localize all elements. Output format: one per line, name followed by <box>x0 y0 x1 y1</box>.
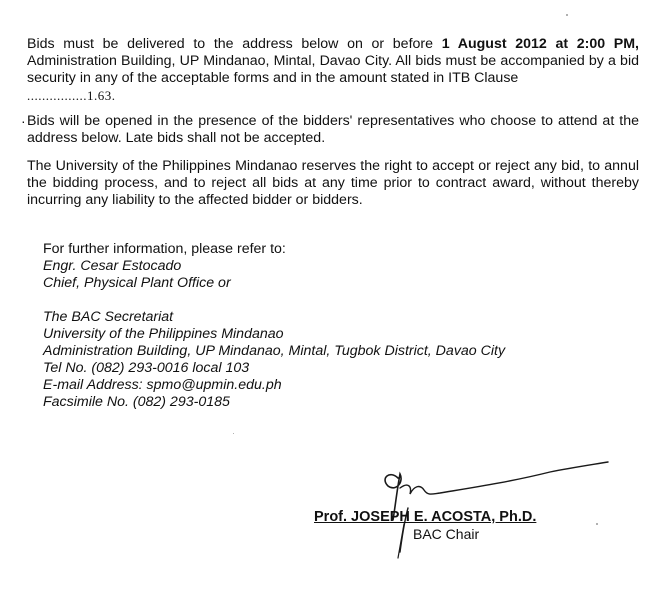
contact-title: Chief, Physical Plant Office or <box>43 275 231 291</box>
itb-clause-ref: ................1.63. <box>27 88 116 103</box>
paragraph-reservation-of-rights: The University of the Philippines Mindanao reserves the right to accept or reject any bid, to annul the bidding process, and to reject all bids at any time prior to contract award, without thereby incurring any liability to the affected bidder or bidders. <box>27 158 639 208</box>
bid-opening-text: Bids will be opened in the presence of the bidders' representatives who choose to attend at the address below. Late bids shall not be accepted. <box>27 113 639 146</box>
scan-speck <box>233 433 234 434</box>
secretariat-name: The BAC Secretariat <box>43 309 174 325</box>
signature-block <box>300 460 640 580</box>
bid-delivery-details: Administration Building, UP Mindanao, Mintal, Davao City. All bids must be accompanied by a bid security in any of the acceptable forms and in the amount stated in ITB Clause <box>27 53 639 86</box>
paragraph-bid-delivery <box>27 36 639 105</box>
bid-delivery-intro: Bids must be delivered to the address below on or before <box>27 36 442 52</box>
scan-speck <box>596 523 598 525</box>
email-address: E-mail Address: spmo@upmin.edu.ph <box>43 377 282 393</box>
signatory-name: Prof. JOSEPH E. ACOSTA, Ph.D. <box>314 509 537 525</box>
paragraph-bid-opening <box>21 113 639 147</box>
scan-speck <box>566 14 568 16</box>
bid-deadline: 1 August 2012 at 2:00 PM, <box>441 36 640 52</box>
contact-block <box>43 241 603 411</box>
contact-name: Engr. Cesar Estocado <box>43 258 182 274</box>
fax-number: Facsimile No. (082) 293-0185 <box>43 394 230 410</box>
bullet-mark: · <box>21 113 26 129</box>
office-address: Administration Building, UP Mindanao, Mintal, Tugbok District, Davao City <box>43 343 506 359</box>
telephone-number: Tel No. (082) 293-0016 local 103 <box>43 360 250 376</box>
signatory-role: BAC Chair <box>413 526 480 542</box>
contact-intro: For further information, please refer to: <box>43 241 286 257</box>
university-name: University of the Philippines Mindanao <box>43 326 284 342</box>
